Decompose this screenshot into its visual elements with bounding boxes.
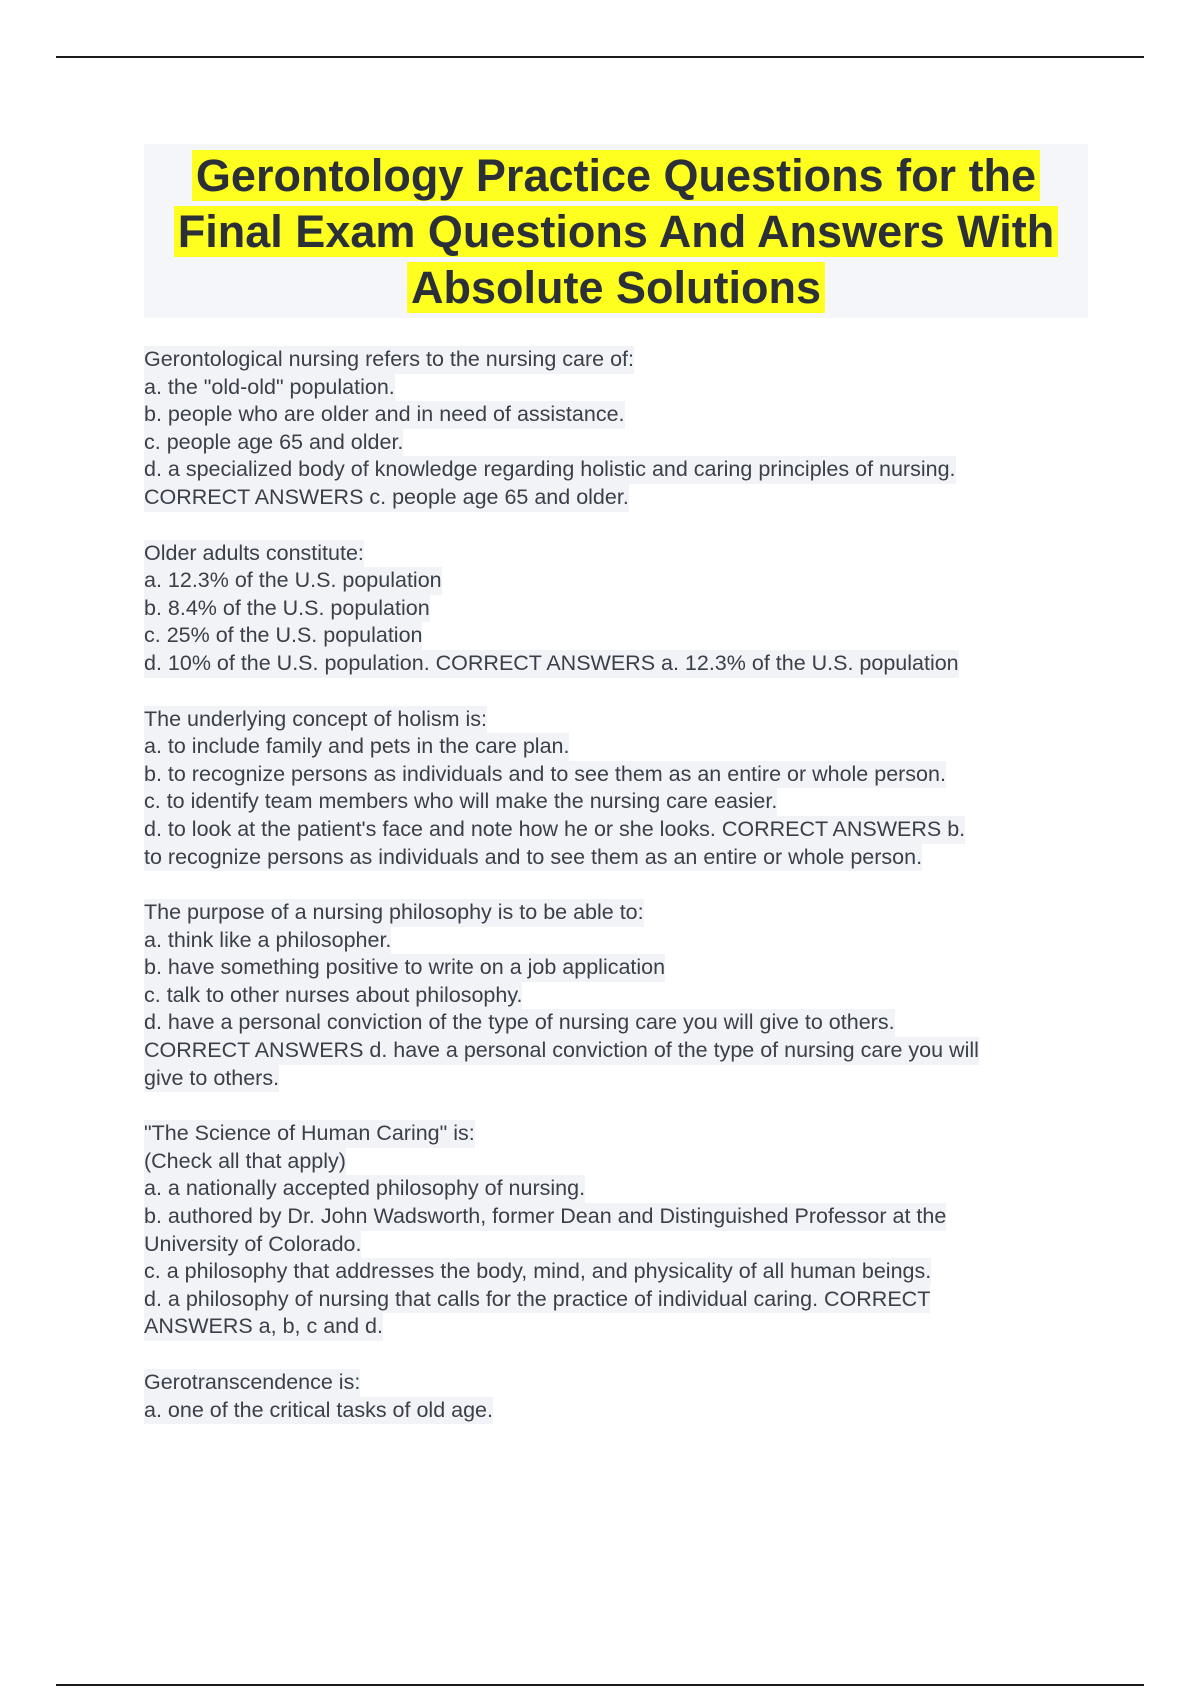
answer-option: c. people age 65 and older. [144, 429, 403, 457]
correct-answer: d. a philosophy of nursing that calls for the practice of individual caring. CORRECT [144, 1286, 930, 1314]
answer-option: b. have something positive to write on a job application [144, 954, 665, 982]
title-line: Final Exam Questions And Answers With [174, 206, 1058, 257]
document-body [144, 144, 1088, 1452]
answer-option: d. have a personal conviction of the type of nursing care you will give to others. [144, 1009, 895, 1037]
correct-answer: d. to look at the patient's face and note how he or she looks. CORRECT ANSWERS b. [144, 816, 965, 844]
correct-answer: ANSWERS a, b, c and d. [144, 1313, 383, 1341]
question-6 [144, 1369, 1088, 1424]
document-title [144, 148, 1088, 316]
answer-option: a. the "old-old" population. [144, 374, 395, 402]
answer-option: d. a specialized body of knowledge regarding holistic and caring principles of nursing. [144, 456, 956, 484]
question-1 [144, 346, 1088, 512]
question-text: Gerotranscendence is: [144, 1369, 360, 1397]
title-block [144, 144, 1088, 318]
answer-option: a. think like a philosopher. [144, 927, 391, 955]
header-rule [56, 56, 1144, 58]
answer-option: a. one of the critical tasks of old age. [144, 1397, 493, 1425]
question-text: Gerontological nursing refers to the nursing care of: [144, 346, 634, 374]
answer-option: a. 12.3% of the U.S. population [144, 567, 442, 595]
answer-option: a. to include family and pets in the care plan. [144, 733, 569, 761]
question-text: Older adults constitute: [144, 540, 364, 568]
correct-answer: CORRECT ANSWERS c. people age 65 and older. [144, 484, 629, 512]
title-line: Gerontology Practice Questions for the [192, 150, 1040, 201]
correct-answer: CORRECT ANSWERS d. have a personal conviction of the type of nursing care you will [144, 1037, 979, 1065]
question-text: The purpose of a nursing philosophy is to be able to: [144, 899, 644, 927]
answer-option: c. talk to other nurses about philosophy. [144, 982, 522, 1010]
question-4 [144, 899, 1088, 1092]
title-line: Absolute Solutions [407, 262, 825, 313]
question-instruction: (Check all that apply) [144, 1148, 346, 1176]
answer-option: c. a philosophy that addresses the body, mind, and physicality of all human beings. [144, 1258, 931, 1286]
question-2 [144, 540, 1088, 678]
correct-answer: d. 10% of the U.S. population. CORRECT ANSWERS a. 12.3% of the U.S. population [144, 650, 959, 678]
question-5 [144, 1120, 1088, 1341]
correct-answer: to recognize persons as individuals and to see them as an entire or whole person. [144, 844, 922, 872]
answer-option: a. a nationally accepted philosophy of nursing. [144, 1175, 585, 1203]
answer-option: b. 8.4% of the U.S. population [144, 595, 430, 623]
footer-rule [56, 1684, 1144, 1686]
answer-option: b. people who are older and in need of assistance. [144, 401, 625, 429]
question-3 [144, 706, 1088, 872]
question-text: The underlying concept of holism is: [144, 706, 487, 734]
correct-answer: give to others. [144, 1065, 279, 1093]
answer-option: c. to identify team members who will make the nursing care easier. [144, 788, 777, 816]
answer-option: b. authored by Dr. John Wadsworth, former Dean and Distinguished Professor at the [144, 1203, 946, 1231]
answer-option: c. 25% of the U.S. population [144, 622, 422, 650]
question-text: "The Science of Human Caring" is: [144, 1120, 475, 1148]
answer-option: University of Colorado. [144, 1231, 361, 1259]
answer-option: b. to recognize persons as individuals and to see them as an entire or whole person. [144, 761, 946, 789]
